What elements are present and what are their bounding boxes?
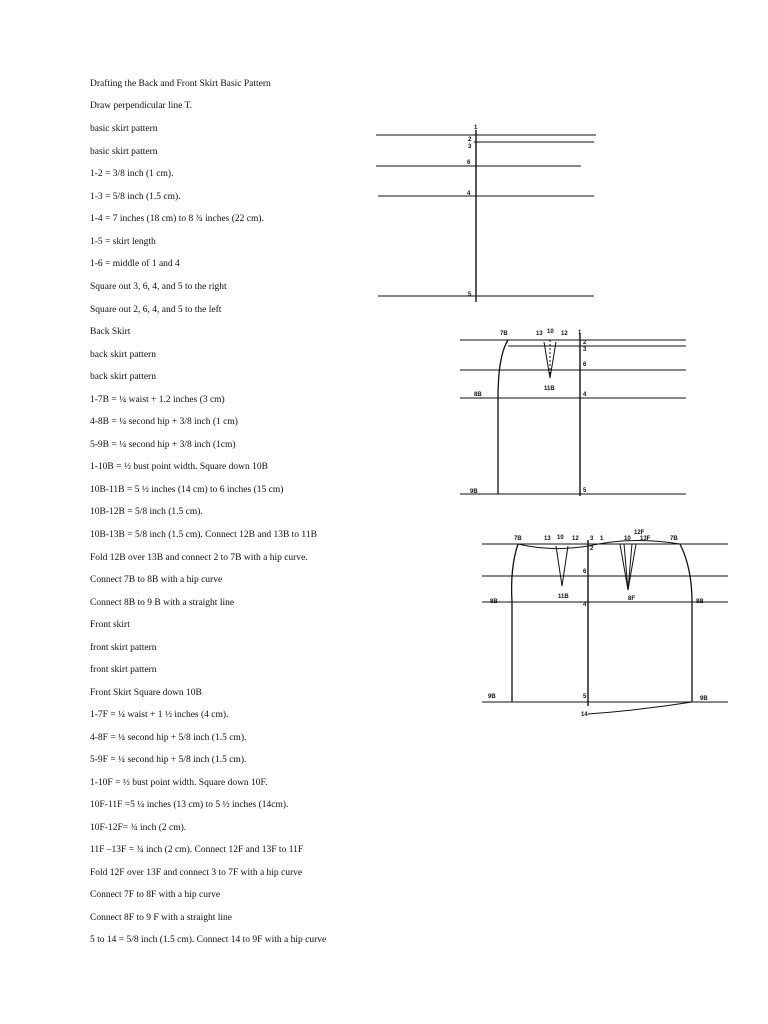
text-line: 5 to 14 = 5/8 inch (1.5 cm). Connect 14 to 9F with a hip curve (90, 935, 327, 945)
text-line: Front Skirt Square down 10B (90, 688, 202, 698)
point-label: 5 (583, 694, 587, 700)
point-label: 12 (572, 536, 579, 542)
text-line: 10B-13B = 5/8 inch (1.5 cm). Connect 12B and 13B to 11B (90, 530, 317, 540)
point-label: 2 (468, 137, 472, 143)
point-label: 10 (547, 329, 554, 335)
point-label: 5 (583, 488, 587, 494)
text-line: 10F-11F =5 ¼ inches (13 cm) to 5 ½ inches (14cm). (90, 800, 289, 810)
point-label: 4 (583, 392, 587, 398)
point-label: 6 (467, 160, 471, 166)
point-label: 12F (634, 530, 645, 536)
text-line: 1-6 = middle of 1 and 4 (90, 259, 180, 269)
text-line: Square out 3, 6, 4, and 5 to the right (90, 282, 227, 292)
text-line: 1-10B = ½ bust point width. Square down 10B (90, 462, 268, 472)
text-line: Square out 2, 6, 4, and 5 to the left (90, 305, 222, 315)
section-heading: Back Skirt (90, 327, 131, 337)
point-label: 8B (474, 392, 482, 398)
point-label: 1 (474, 125, 478, 131)
point-label: 7B (500, 331, 508, 337)
text-line: 10F-12F= ¾ inch (2 cm). (90, 823, 187, 833)
point-label: 1 (600, 536, 604, 542)
point-label: 10 (624, 536, 631, 542)
text-line: Draw perpendicular line T. (90, 101, 192, 111)
point-label: 4 (583, 602, 587, 608)
point-label: 8B (490, 599, 498, 605)
point-label: 14 (581, 712, 588, 718)
point-label: 3 (583, 347, 587, 353)
text-line: 1-10F = ½ bust point width. Square down 10F. (90, 778, 268, 788)
figure-front-skirt (482, 528, 730, 724)
point-label: 3 (590, 536, 594, 542)
fig3-labels (488, 530, 708, 718)
point-label: 2 (583, 340, 587, 346)
point-label: 8F (628, 596, 636, 602)
text-line: 1-7B = ¼ waist + 1.2 inches (3 cm) (90, 395, 225, 405)
point-label: 2 (590, 546, 594, 552)
text-line: 1-5 = skirt length (90, 237, 156, 247)
point-label: 6 (583, 569, 587, 575)
text-line: 1-3 = 5/8 inch (1.5 cm). (90, 192, 181, 202)
text-line: 4-8F = ¼ second hip + 5/8 inch (1.5 cm). (90, 733, 247, 743)
document-title: Drafting the Back and Front Skirt Basic Pattern (90, 79, 271, 89)
point-label: 13F (640, 536, 651, 542)
point-label: 7B (514, 536, 522, 542)
text-line: front skirt pattern (90, 643, 157, 653)
point-label: 4 (467, 191, 471, 197)
point-label: 12 (561, 331, 568, 337)
text-line: Connect 7F to 8F with a hip curve (90, 890, 221, 900)
text-line: 10B-12B = 5/8 inch (1.5 cm). (90, 507, 203, 517)
text-line: 1-4 = 7 inches (18 cm) to 8 ¾ inches (22 cm). (90, 214, 264, 224)
point-label: 9B (700, 696, 708, 702)
point-label: 10 (557, 535, 564, 541)
point-label: 5 (468, 292, 472, 298)
figure-back-skirt (460, 326, 690, 498)
point-label: 11B (558, 594, 569, 600)
point-label: 1 (578, 330, 582, 336)
point-label: 11B (544, 386, 555, 392)
point-label: 6 (583, 362, 587, 368)
text-line: Fold 12F over 13F and connect 3 to 7F with a hip curve (90, 868, 303, 878)
point-label: 3 (468, 144, 472, 150)
point-label: 9B (470, 489, 478, 495)
point-label: 9B (488, 694, 496, 700)
point-label: 7B (670, 536, 678, 542)
text-line: front skirt pattern (90, 665, 157, 675)
text-line: basic skirt pattern (90, 124, 158, 134)
text-line: back skirt pattern (90, 372, 156, 382)
text-line: 1-7F = ¼ waist + 1 ½ inches (4 cm). (90, 710, 229, 720)
point-label: 13 (544, 536, 551, 542)
text-line: Connect 7B to 8B with a hip curve (90, 575, 223, 585)
point-label: 8B (696, 599, 704, 605)
text-line: 4-8B = ¼ second hip + 3/8 inch (1 cm) (90, 417, 238, 427)
text-line: Connect 8B to 9 B with a straight line (90, 598, 235, 608)
text-line: Connect 8F to 9 F with a straight line (90, 913, 232, 923)
text-line: 1-2 = 3/8 inch (1 cm). (90, 169, 174, 179)
text-line: Fold 12B over 13B and connect 2 to 7B with a hip curve. (90, 553, 308, 563)
text-line: back skirt pattern (90, 350, 156, 360)
fig2-labels (470, 329, 587, 495)
text-line: 10B-11B = 5 ½ inches (14 cm) to 6 inches (15 cm) (90, 485, 284, 495)
text-line: basic skirt pattern (90, 147, 158, 157)
point-label: 13 (536, 331, 543, 337)
text-line: 11F –13F = ¾ inch (2 cm). Connect 12F and 13F to 11F (90, 845, 304, 855)
section-heading: Front skirt (90, 620, 130, 630)
text-line: 5-9B = ¼ second hip + 3/8 inch (1cm) (90, 440, 236, 450)
figure-perpendicular-line (376, 120, 598, 306)
text-line: 5-9F = ¼ second hip + 5/8 inch (1.5 cm). (90, 755, 247, 765)
